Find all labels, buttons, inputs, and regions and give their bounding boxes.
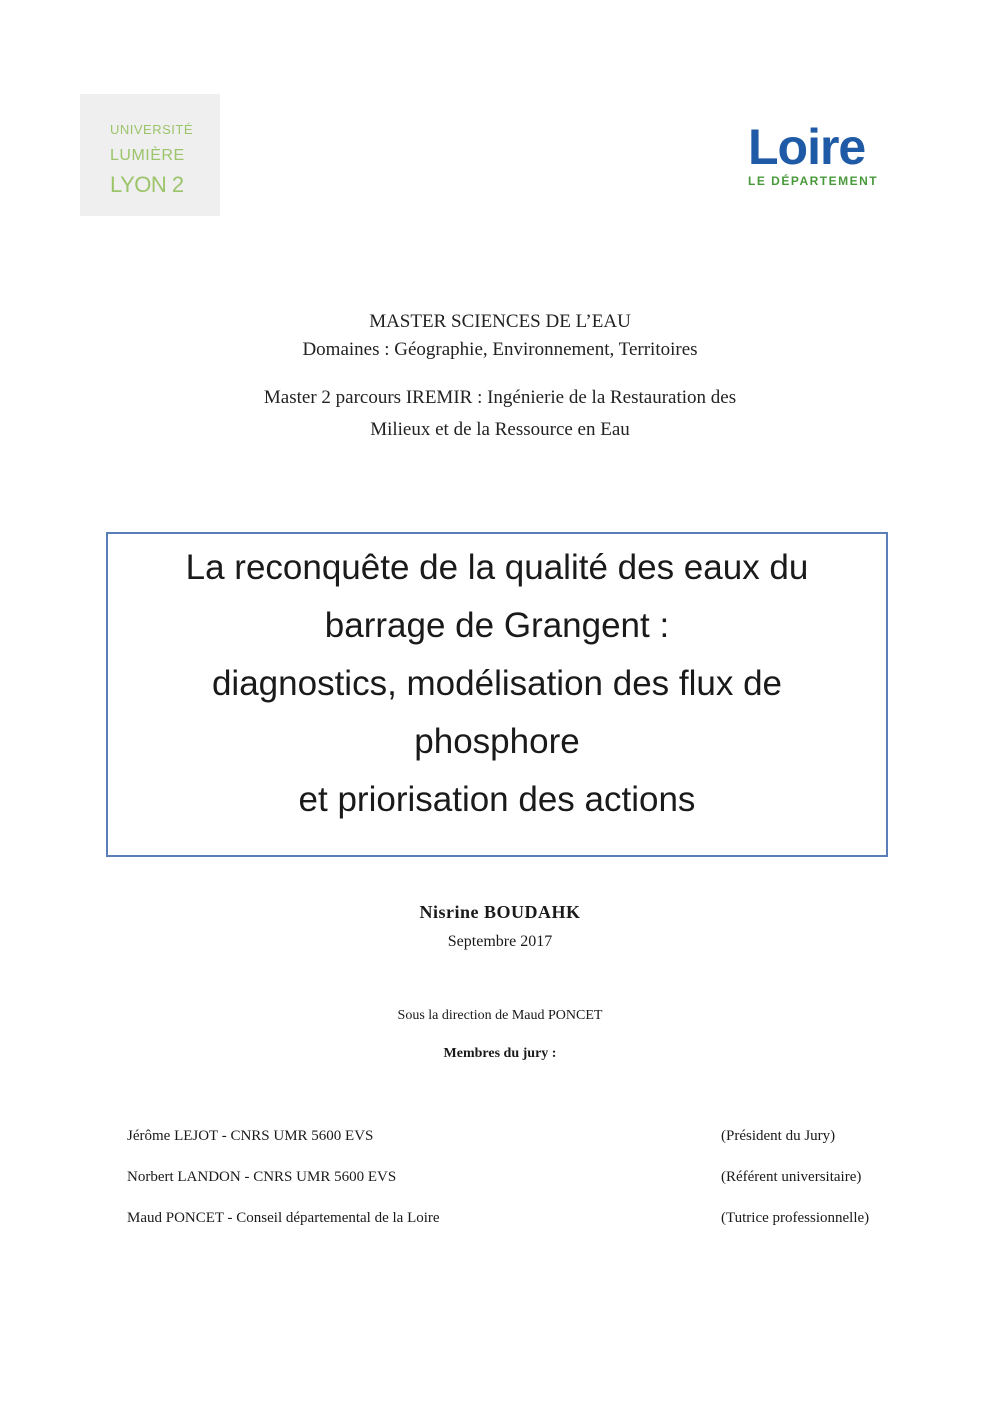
department-logo-word: Loire	[748, 119, 866, 175]
supervision-line: Sous la direction de Maud PONCET	[397, 1008, 603, 1023]
jury-member-name: Norbert LANDON - CNRS UMR 5600 EVS	[127, 1169, 397, 1185]
program-name: MASTER SCIENCES DE L’EAU	[369, 311, 631, 332]
department-logo	[748, 119, 923, 188]
university-logo	[80, 94, 220, 216]
thesis-title-line4: phosphore	[414, 722, 580, 761]
department-logo-subtitle: LE DÉPARTEMENT	[748, 174, 879, 188]
thesis-title-line3: diagnostics, modélisation des flux de	[211, 664, 783, 703]
jury-heading: Membres du jury :	[443, 1046, 557, 1061]
jury-member-role: (Tutrice professionnelle)	[721, 1210, 870, 1226]
submission-date: Septembre 2017	[447, 933, 553, 950]
university-logo-line2: LUMIÈRE	[110, 147, 185, 164]
program-track-line1: Master 2 parcours IREMIR : Ingénierie de la Restauration des	[263, 387, 737, 408]
program-domains: Domaines : Géographie, Environnement, Territoires	[302, 339, 698, 360]
thesis-title-box	[106, 532, 888, 857]
jury-member-role: (Référent universitaire)	[721, 1169, 862, 1185]
jury-member-row	[0, 1210, 1000, 1230]
author-name: Nisrine BOUDAHK	[419, 902, 581, 922]
jury-member-row	[0, 1169, 1000, 1189]
university-logo-line1: UNIVERSITÉ	[110, 122, 194, 137]
university-logo-line3: LYON 2	[110, 172, 184, 197]
program-track-line2: Milieux et de la Ressource en Eau	[370, 419, 630, 440]
thesis-title-line2: barrage de Grangent :	[324, 606, 670, 645]
thesis-title-line5: et priorisation des actions	[298, 780, 696, 819]
thesis-title-line1: La reconquête de la qualité des eaux du	[185, 548, 809, 587]
jury-member-name: Jérôme LEJOT - CNRS UMR 5600 EVS	[127, 1128, 374, 1144]
jury-member-row	[0, 1128, 1000, 1148]
jury-member-role: (Président du Jury)	[721, 1128, 836, 1144]
jury-member-name: Maud PONCET - Conseil départemental de la Loire	[127, 1210, 440, 1226]
